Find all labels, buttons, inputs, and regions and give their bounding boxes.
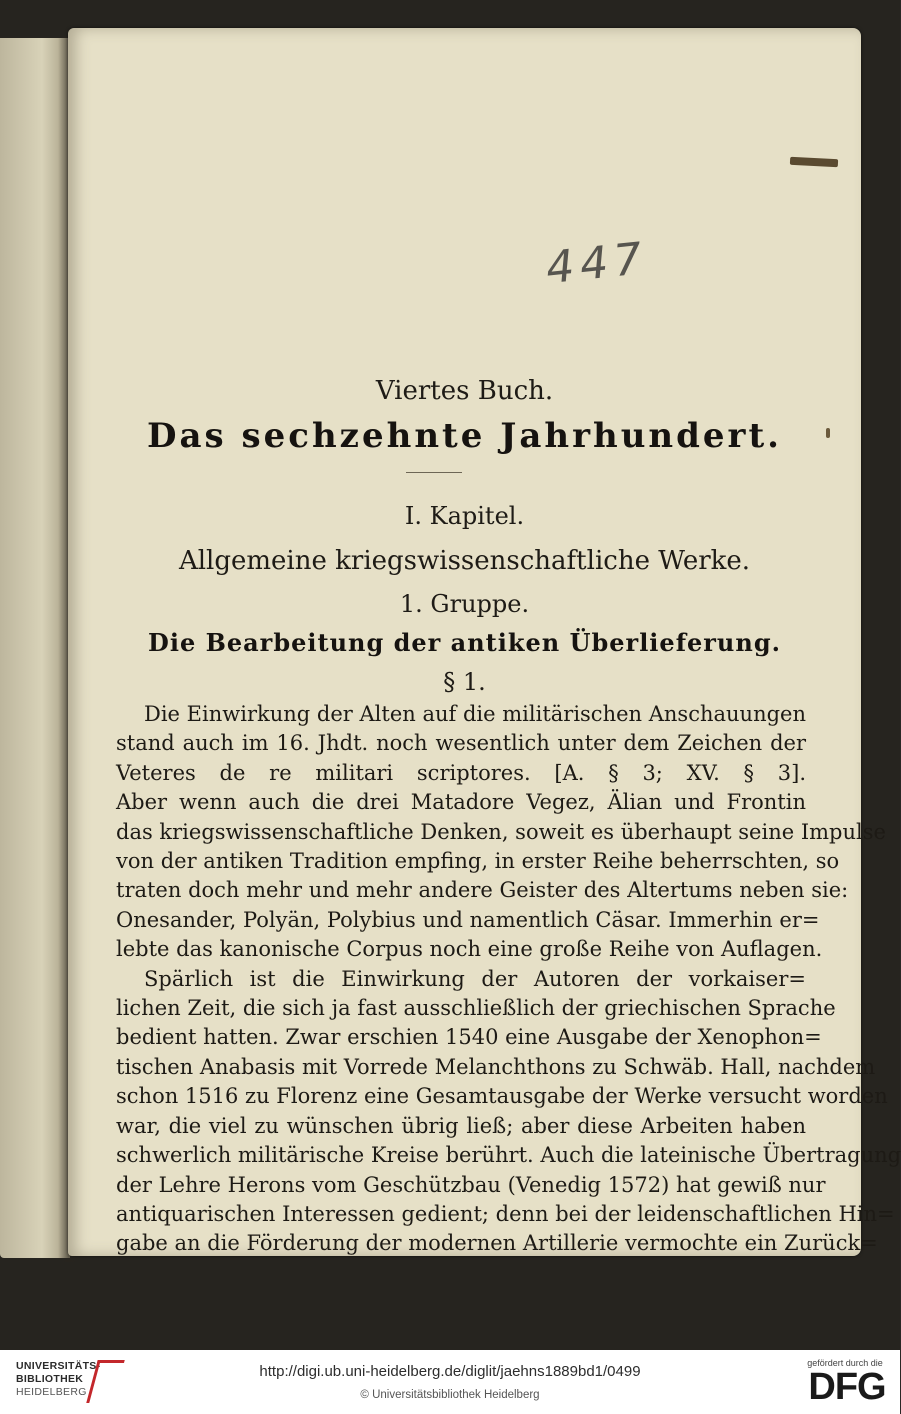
book-page xyxy=(68,28,901,1256)
dfg-caption: gefördert durch die xyxy=(807,1358,883,1368)
text-line: lichen Zeit, die sich ja fast ausschließlich der griechischen Sprache xyxy=(116,996,836,1021)
text-line: von der antiken Tradition empfing, in erster Reihe beherrschten, so xyxy=(116,849,840,874)
logo-text-line2: BIBLIOTHEK xyxy=(16,1373,84,1385)
text-line: Die Einwirkung der Alten auf die militärischen Anschauungen xyxy=(144,702,806,726)
text-line: stand auch im 16. Jhdt. noch wesentlich unter dem Zeichen der xyxy=(116,731,806,756)
text-line: Onesander, Polyän, Polybius und namentlich Cäsar. Immerhin er= xyxy=(116,907,820,932)
chapter-title: Allgemeine kriegswissenschaftliche Werke. xyxy=(178,546,751,576)
section-number: § 1. xyxy=(443,668,486,696)
text-line: der Lehre Herons vom Geschützbau (Venedig 1572) hat gewiß nur xyxy=(116,1172,826,1197)
text-line: Aber wenn auch die drei Matadore Vegez, Älian und Frontin xyxy=(116,790,806,815)
text-line: Veteres de re militari scriptores. [A. § 3; XV. § 3]. xyxy=(116,760,806,785)
text-line: das kriegswissenschaftliche Denken, soweit es überhaupt seine Impulse xyxy=(116,819,886,844)
chapter-number: I. Kapitel. xyxy=(404,502,525,530)
footer-bar xyxy=(0,1350,900,1414)
text-line: gabe an die Förderung der modernen Artillerie vermochte ein Zurück= xyxy=(116,1231,878,1256)
text-line: Spärlich ist die Einwirkung der Autoren der vorkaiser= xyxy=(144,966,806,991)
text-line: tischen Anabasis mit Vorrede Melanchthons zu Schwäb. Hall, nachdem xyxy=(116,1054,876,1079)
body-text xyxy=(116,700,901,1259)
text-line: bedient hatten. Zwar erschien 1540 eine Ausgabe der Xenophon= xyxy=(116,1025,822,1050)
logo-text-line1: UNIVERSITÄTS- xyxy=(16,1360,101,1372)
group-title: Die Bearbeitung der antiken Überlieferung. xyxy=(148,628,781,657)
dfg-logo[interactable]: DFG xyxy=(808,1366,886,1408)
permalink-url[interactable]: http://digi.ub.uni-heidelberg.de/diglit/jaehns1889bd1/0499 xyxy=(259,1363,641,1380)
bookmark-mark xyxy=(826,428,830,438)
text-line: war, die viel zu wünschen übrig ließ; aber diese Arbeiten haben xyxy=(116,1113,806,1138)
copyright-notice: © Universitätsbibliothek Heidelberg xyxy=(360,1389,540,1401)
text-line: schon 1516 zu Florenz eine Gesamtausgabe der Werke versucht worden xyxy=(116,1084,888,1109)
book-title: Das sechzehnte Jahrhundert. xyxy=(146,416,782,456)
title-divider xyxy=(406,472,462,473)
group-number: 1. Gruppe. xyxy=(399,590,530,618)
text-line: traten doch mehr und mehr andere Geister des Altertums neben sie: xyxy=(116,878,849,903)
handwritten-page-number: 447 xyxy=(543,232,651,295)
logo-text-line3: HEIDELBERG xyxy=(16,1386,87,1398)
text-line: antiquarischen Interessen gedient; denn bei der leidenschaftlichen Hin= xyxy=(116,1201,895,1226)
text-line: schwerlich militärische Kreise berührt. Auch die lateinische Übertragung xyxy=(116,1143,901,1168)
book-label: Viertes Buch. xyxy=(375,376,554,406)
text-line: lebte das kanonische Corpus noch eine große Reihe von Auflagen. xyxy=(116,937,823,962)
